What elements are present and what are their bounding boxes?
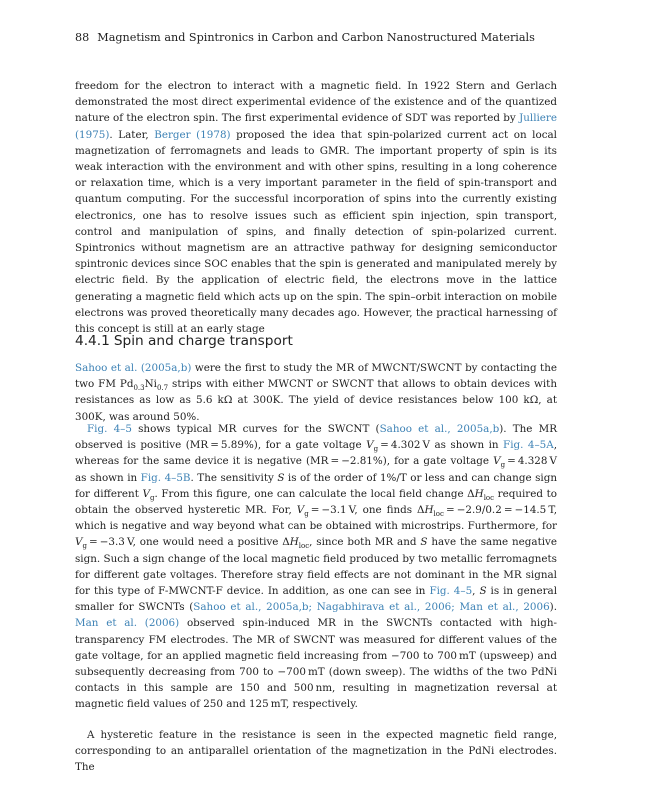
math-var: H: [424, 504, 434, 517]
paragraph-2: [75, 360, 557, 425]
text-run: . From this figure, one can calculate the local field change Δ: [154, 487, 475, 500]
text-run: were the first to study the MR of MWCNT/SWCNT by contacting the two FM Pd: [75, 362, 557, 391]
math-var: S: [277, 471, 285, 484]
subscript: 0.3: [133, 384, 145, 393]
subscript: g: [373, 445, 379, 454]
subscript: loc: [483, 493, 495, 502]
paragraph-4: A hysteretic feature in the resistance is seen in the expected magnetic field range, corresponding to an antiparallel orientation of the magnetization in the PdNi electrodes. The: [75, 729, 557, 774]
math-var: H: [474, 487, 484, 500]
text-run: shows typical MR curves for the SWCNT (: [131, 423, 380, 435]
text-run: ).: [549, 601, 557, 614]
citation-man-2006[interactable]: Man et al. (2006): [75, 617, 180, 630]
text-run: proposed the idea that spin-polarized current act on local magnetization of ferromagnets and leads to GMR. The important property of spin is its weak interaction with the environment and with other spins, resulting in a long coherence or relaxation time, which is a very important parameter in the field of spin-transport and quantum computing. For the successful incorporation of spins into the currently existing electronics, one has to resolve issues such as efficient spin injection, spin transport, control and manipulation of spins, and finally detection of spin-polarized current. Spintronics without magnetism are an attractive pathway for designing semiconductor spintronic devices since SOC enables that the spin is generated and manipulated merely by electric field. By the application of electric field, the electrons move in the lattice generating a magnetic field which acts up on the spin. The spin–orbit interaction on mobile electrons was proved theoretically many decades ago. However, the practical harnessing of this concept is still at an early stage: [75, 128, 557, 336]
section-title: Spin and charge transport: [113, 333, 293, 349]
math-var: S: [479, 585, 487, 598]
citation-berger-1978[interactable]: Berger (1978): [154, 128, 231, 141]
section-heading: [75, 332, 557, 350]
math-var: V: [366, 439, 374, 452]
subscript: g: [149, 493, 155, 502]
math-var: V: [296, 504, 305, 517]
subscript: g: [304, 510, 309, 519]
figure-link-4-5b[interactable]: Fig. 4–5B: [140, 471, 191, 484]
text-run: required to obtain the observed hysteretic MR. For,: [75, 487, 557, 517]
text-run: . Later,: [109, 128, 155, 141]
text-run: ). The MR observed is positive (MR = 5.89%), for a gate voltage: [75, 423, 557, 452]
running-header: [75, 30, 557, 46]
figure-link-4-5[interactable]: Fig. 4–5: [87, 423, 132, 435]
text-run: . The sensitivity: [190, 471, 278, 484]
text-run: Ni: [144, 378, 157, 391]
math-var: V: [142, 487, 150, 500]
text-run: = −2.9/0.2 = −14.5 T, which is negative and way beyond what can be obtained with microstrips. Furthermore, for: [75, 504, 558, 533]
text-run: = 4.302 V as shown in: [378, 439, 504, 452]
subscript: g: [500, 461, 506, 470]
figure-link-4-5[interactable]: Fig. 4–5: [429, 585, 473, 598]
text-run: is of the order of 1%/T or less and can change sign for different: [75, 471, 557, 500]
text-run: observed spin-induced MR in the SWCNTs contacted with high-transparency FM electrodes. The MR of SWCNT was measured for different values of the gate voltage, for an applied magnetic field increasing from −700 to 700 mT (upsweep) and subsequently decreasing from 700 to −700 mT (down sweep). The widths of the two PdNi contacts in this sample are 150 and 500 nm, resulting in magnetization reversal at magnetic field values of 250 and 125 mT, respectively.: [75, 617, 557, 711]
math-var: V: [493, 455, 501, 468]
subscript: 0.7: [156, 384, 169, 393]
text-run: strips with either MWCNT or SWCNT that allows to obtain devices with resistances as low as 5.6 kΩ at 300K. The yield of device resistances below 100 kΩ, at 300K, was around 50%.: [75, 378, 557, 423]
figure-link-4-5a[interactable]: Fig. 4–5A: [503, 439, 554, 452]
subscript: g: [82, 542, 87, 551]
text-run: = 4.328 V as shown in: [75, 455, 557, 484]
text-run: = −3.1 V, one finds Δ: [308, 504, 425, 517]
text-run: , since both MR and: [309, 536, 421, 549]
running-title: Magnetism and Spintronics in Carbon and Carbon Nanostructured Materials: [97, 31, 535, 44]
citation-julliere-1975[interactable]: Julliere (1975): [75, 112, 557, 141]
subscript: loc: [433, 510, 444, 519]
text-run: ,: [472, 585, 480, 598]
subscript: loc: [298, 542, 310, 551]
text-run: , whereas for the same device it is negative (MR = −2.81%), for a gate voltage: [75, 439, 558, 468]
citation-sahoo-2005ab[interactable]: Sahoo et al., 2005a,b: [379, 423, 500, 435]
page-number: 88: [75, 31, 90, 44]
math-var: V: [75, 536, 83, 549]
paragraph-1: [75, 78, 557, 337]
text-run: is in general smaller for SWCNTs (: [75, 585, 558, 614]
citation-multiple[interactable]: Sahoo et al., 2005a,b; Nagabhirava et al., 2006; Man et al., 2006: [193, 601, 550, 614]
paragraph-3: [75, 421, 557, 713]
text-run: freedom for the electron to interact with a magnetic field. In 1922 Stern and Gerlach demonstrated the most direct experimental evidence of the existence and of the quantized nature of the electron spin. The first experimental evidence of SDT was reported by: [75, 80, 557, 125]
math-var: H: [289, 536, 299, 549]
section-number: 4.4.1: [75, 333, 110, 349]
citation-sahoo-2005ab[interactable]: Sahoo et al. (2005a,b): [75, 362, 192, 374]
text-run: = −3.3 V, one would need a positive Δ: [86, 536, 290, 549]
math-var: S: [420, 536, 428, 549]
text-run: have the same negative sign. Such a sign change of the local magnetic field produced by two metallic ferromagnets for different gate voltages. Therefore stray field effects are not dominant in the MR signal for this type of F-MWCNT-F device. In addition, as one can see in: [75, 536, 558, 598]
